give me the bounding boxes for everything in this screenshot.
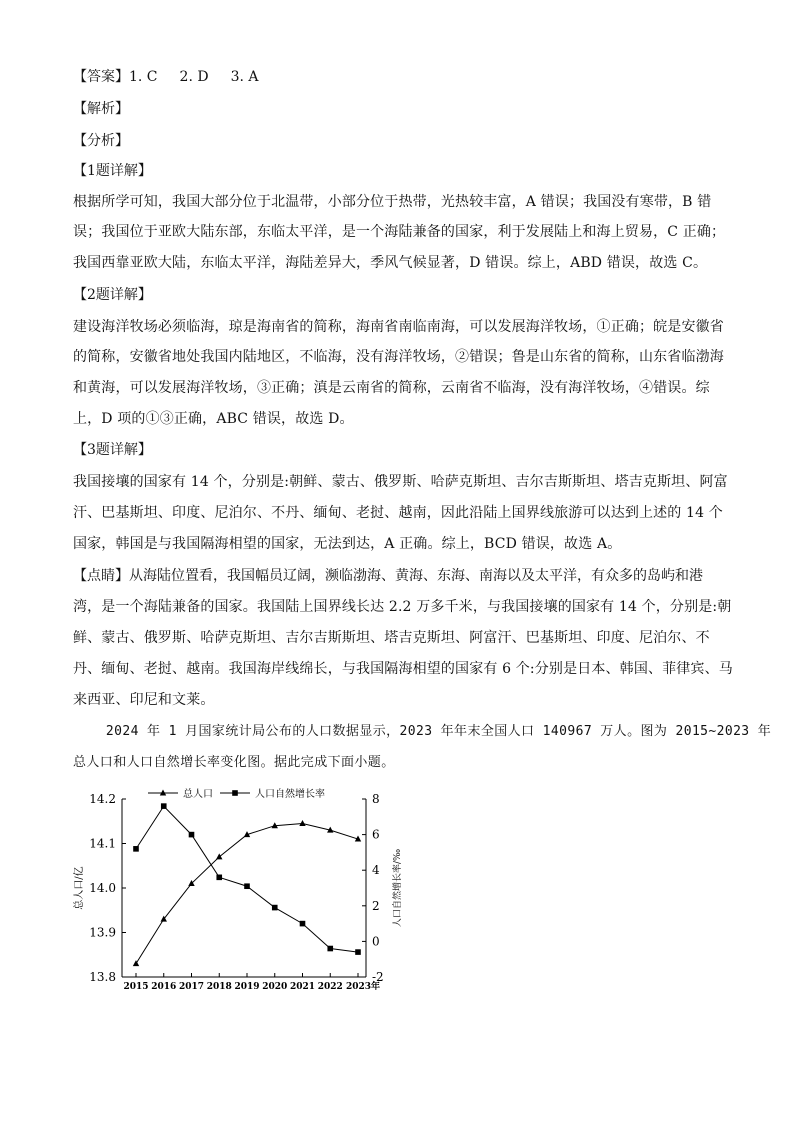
series-point-growth-rate bbox=[161, 803, 167, 809]
dianjing-line-5: 来西亚、印尼和文莱。 bbox=[73, 692, 215, 708]
right-tick-label: 4 bbox=[372, 863, 380, 878]
dianjing-line-1 bbox=[73, 567, 703, 585]
population-chart bbox=[70, 785, 410, 1000]
left-tick-label: 13.9 bbox=[89, 925, 116, 940]
answer-item-2: 2. D bbox=[179, 69, 209, 85]
series-point-growth-rate bbox=[189, 832, 195, 838]
left-axis-title: 总人口/亿 bbox=[74, 866, 85, 910]
answer-line bbox=[73, 68, 259, 86]
x-tick-label: 2023年 bbox=[345, 982, 381, 992]
q2-line-3: 和黄海，可以发展海洋牧场，③正确；滇是云南省的简称，云南省不临海，没有海洋牧场，④错误。综 bbox=[73, 380, 710, 396]
heading-q3: 【3题详解】 bbox=[73, 442, 152, 458]
x-tick-label: 2022 bbox=[317, 982, 343, 992]
answer-label: 【答案】 bbox=[73, 69, 129, 85]
q1-line-1: 根据所学可知，我国大部分位于北温带，小部分位于热带，光热较丰富，A 错误；我国没有寒带，B 错 bbox=[73, 194, 712, 210]
series-point-growth-rate bbox=[355, 949, 361, 955]
left-tick-label: 14.2 bbox=[89, 792, 116, 806]
x-tick-label: 2017 bbox=[178, 982, 205, 992]
q3-line-3: 国家，韩国是与我国隔海相望的国家，无法到达，A 正确。综上，BCD 错误，故选 A。 bbox=[73, 536, 622, 552]
intro-line-2: 总人口和人口自然增长率变化图。据此完成下面小题。 bbox=[73, 755, 395, 770]
series-point-growth-rate bbox=[300, 921, 306, 927]
series-point-total-population bbox=[133, 960, 139, 966]
x-tick-label: 2019 bbox=[234, 982, 260, 992]
answer-item-1: 1. C bbox=[129, 69, 158, 85]
left-tick-label: 13.8 bbox=[89, 970, 116, 984]
q2-line-4: 上，D 项的①③正确，ABC 错误，故选 D。 bbox=[73, 411, 354, 427]
q3-line-2: 汗、巴基斯坦、印度、尼泊尔、不丹、缅甸、老挝、越南，因此沿陆上国界线旅游可以达到上述的 14 个 bbox=[73, 505, 723, 521]
right-tick-label: 2 bbox=[372, 898, 380, 913]
q1-line-2: 误；我国位于亚欧大陆东部，东临太平洋，是一个海陆兼备的国家，利于发展陆上和海上贸易，C 正确； bbox=[73, 224, 726, 240]
series-point-growth-rate bbox=[272, 905, 278, 911]
x-tick-label: 2020 bbox=[262, 982, 288, 992]
dianjing-line-4: 丹、缅甸、老挝、越南。我国海岸线绵长，与我国隔海相望的国家有 6 个:分别是日本、韩国、菲律宾、马 bbox=[73, 661, 733, 677]
right-tick-label: 8 bbox=[372, 792, 380, 806]
q2-line-2: 的简称，安徽省地处我国内陆地区，不临海，没有海洋牧场，②错误；鲁是山东省的简称，山东省临渤海 bbox=[73, 349, 724, 365]
intro-line-1: 2024 年 1 月国家统计局公布的人口数据显示，2023 年年末全国人口 140967 万人。图为 2015~2023 年 bbox=[73, 724, 772, 739]
right-tick-label: 6 bbox=[372, 827, 380, 842]
x-tick-label: 2018 bbox=[206, 982, 232, 992]
right-tick-label: 0 bbox=[372, 934, 380, 949]
legend-marker-growth-rate bbox=[232, 790, 238, 796]
q3-line-1: 我国接壤的国家有 14 个，分别是:朝鲜、蒙古、俄罗斯、哈萨克斯坦、吉尔吉斯斯坦、塔吉克斯坦、阿富 bbox=[73, 474, 728, 490]
series-point-growth-rate bbox=[327, 946, 333, 952]
series-point-growth-rate bbox=[133, 846, 139, 852]
left-tick-label: 14.0 bbox=[89, 881, 116, 895]
right-tick-label: -2 bbox=[372, 970, 384, 984]
legend-label-growth-rate: 人口自然增长率 bbox=[255, 789, 325, 800]
legend-label-total-population: 总人口 bbox=[183, 789, 213, 800]
dianjing-line-2: 湾，是一个海陆兼备的国家。我国陆上国界线长达 2.2 万多千米，与我国接壤的国家有 14 个，分别是:朝 bbox=[73, 599, 732, 615]
left-tick-label: 14.1 bbox=[89, 836, 116, 851]
heading-fenxi: 【分析】 bbox=[73, 133, 129, 149]
heading-q1: 【1题详解】 bbox=[73, 163, 152, 179]
series-point-total-population bbox=[216, 853, 222, 859]
series-line-1 bbox=[136, 823, 358, 963]
x-tick-label: 2021 bbox=[289, 982, 316, 992]
q1-line-3: 我国西靠亚欧大陆，东临太平洋，海陆差异大，季风气候显著，D 错误。综上，ABD 错误，故选 C。 bbox=[73, 255, 708, 271]
series-point-growth-rate bbox=[216, 875, 222, 881]
heading-q2: 【2题详解】 bbox=[73, 287, 152, 303]
population-chart-svg bbox=[70, 785, 410, 1000]
right-axis-title: 人口自然增长率/‰ bbox=[393, 848, 403, 928]
answer-item-3: 3. A bbox=[230, 69, 259, 85]
q2-line-1: 建设海洋牧场必须临海，琼是海南省的简称，海南省南临南海，可以发展海洋牧场，①正确；皖是安徽省 bbox=[73, 319, 724, 335]
x-tick-label: 2015 bbox=[123, 982, 149, 992]
x-tick-label: 2016 bbox=[151, 982, 177, 992]
series-line-2 bbox=[136, 806, 358, 952]
heading-jiexi: 【解析】 bbox=[73, 101, 129, 117]
heading-dianjing: 【点睛】 bbox=[73, 568, 129, 584]
dianjing-line-3: 鲜、蒙古、俄罗斯、哈萨克斯坦、吉尔吉斯斯坦、塔吉克斯坦、阿富汗、巴基斯坦、印度、尼泊尔、不 bbox=[73, 630, 710, 646]
dianjing-text-1: 从海陆位置看，我国幅员辽阔，濒临渤海、黄海、东海、南海以及太平洋，有众多的岛屿和港 bbox=[129, 568, 703, 584]
series-point-growth-rate bbox=[244, 883, 250, 889]
series-point-total-population bbox=[299, 820, 305, 826]
